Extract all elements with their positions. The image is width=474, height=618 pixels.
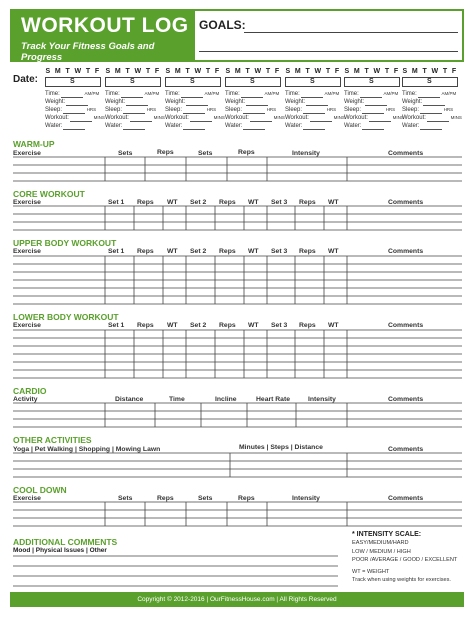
workout-label: Workout: [285, 115, 309, 121]
time-label: Time: [402, 91, 417, 97]
lower-header-wt-3: WT [328, 322, 339, 329]
workout-label: Workout: [45, 115, 69, 121]
water-label: Water: [285, 123, 303, 129]
lower-header-reps-2: Reps [219, 322, 236, 329]
time-label: Time: [165, 91, 180, 97]
cooldown-header-comments: Comments [388, 495, 424, 502]
time-unit: AM/PM [204, 91, 220, 96]
upper-header-reps-1: Reps [137, 248, 154, 255]
lower-header-wt-1: WT [167, 322, 178, 329]
weight-label: Weight: [165, 99, 186, 105]
weight-label: Weight: [344, 99, 365, 105]
page-title: WORKOUT LOG [21, 14, 189, 37]
core-header-set-3: Set 3 [271, 199, 288, 206]
lower-header-set-3: Set 3 [271, 322, 288, 329]
core-header-reps-3: Reps [299, 199, 316, 206]
sleep-label: Sleep: [344, 107, 362, 113]
warmup-header-intensity: Intensity [292, 150, 320, 157]
section-title-upper: UPPER BODY WORKOUT [13, 238, 117, 248]
weight-label: Weight: [225, 99, 246, 105]
workout-unit: MINS [392, 115, 404, 120]
cardio-header-heart-rate: Heart Rate [256, 396, 290, 403]
workout-label: Workout: [165, 115, 189, 121]
intensity-scale-weight-desc: Track when using weights for exercises. [352, 577, 451, 584]
section-title-cooldown: COOL DOWN [13, 485, 67, 495]
core-header-comments: Comments [388, 199, 424, 206]
upper-header-set-2: Set 2 [190, 248, 207, 255]
time-unit: AM/PM [441, 91, 457, 96]
core-header-reps-1: Reps [137, 199, 154, 206]
sleep-unit: HRS [206, 107, 217, 112]
weekday-letters: S M T W T F S [402, 68, 458, 85]
time-unit: AM/PM [84, 91, 100, 96]
workout-unit: MINS [153, 115, 165, 120]
lower-header-wt-2: WT [248, 322, 259, 329]
cardio-header-intensity: Intensity [308, 396, 336, 403]
other-header-minutes: Minutes | Steps | Distance [239, 444, 323, 451]
lower-header-exercise: Exercise [13, 322, 41, 329]
intensity-scale-title: * INTENSITY SCALE: [352, 531, 422, 538]
upper-header-reps-2: Reps [219, 248, 236, 255]
goals-label: GOALS: [199, 18, 246, 32]
time-unit: AM/PM [324, 91, 340, 96]
weekday-letters: S M T W T F S [105, 68, 161, 85]
core-header-wt-1: WT [167, 199, 178, 206]
intensity-scale-weight-note: WT = WEIGHT [352, 569, 390, 576]
workout-label: Workout: [105, 115, 129, 121]
upper-header-wt-1: WT [167, 248, 178, 255]
lower-header-reps-3: Reps [299, 322, 316, 329]
upper-header-exercise: Exercise [13, 248, 41, 255]
workout-label: Workout: [344, 115, 368, 121]
lower-header-set-2: Set 2 [190, 322, 207, 329]
weight-label: Weight: [45, 99, 66, 105]
additional-subtitle: Mood | Physical Issues | Other [13, 547, 107, 554]
sleep-unit: HRS [326, 107, 337, 112]
workout-label: Workout: [402, 115, 426, 121]
water-label: Water: [45, 123, 63, 129]
workout-unit: MINS [93, 115, 105, 120]
weight-label: Weight: [402, 99, 423, 105]
weekday-letters: S M T W T F S [165, 68, 221, 85]
time-label: Time: [45, 91, 60, 97]
upper-header-reps-3: Reps [299, 248, 316, 255]
intensity-scale-line-3: POOR /AVERAGE / GOOD / EXCELLENT [352, 556, 458, 563]
weight-label: Weight: [105, 99, 126, 105]
time-label: Time: [344, 91, 359, 97]
cooldown-header-sets-1: Sets [118, 495, 133, 502]
water-label: Water: [402, 123, 420, 129]
time-unit: AM/PM [383, 91, 399, 96]
upper-header-comments: Comments [388, 248, 424, 255]
workout-unit: MINS [450, 115, 462, 120]
lower-header-comments: Comments [388, 322, 424, 329]
core-header-reps-2: Reps [219, 199, 236, 206]
weight-label: Weight: [285, 99, 306, 105]
sleep-unit: HRS [443, 107, 454, 112]
workout-label: Workout: [225, 115, 249, 121]
cooldown-header-sets-2: Sets [198, 495, 213, 502]
weekday-letters: S M T W T F S [344, 68, 400, 85]
time-unit: AM/PM [264, 91, 280, 96]
sleep-unit: HRS [86, 107, 97, 112]
warmup-header-exercise: Exercise [13, 150, 41, 157]
weekday-letters: S M T W T F S [225, 68, 281, 85]
time-label: Time: [225, 91, 240, 97]
time-unit: AM/PM [144, 91, 160, 96]
water-label: Water: [105, 123, 123, 129]
cooldown-header-reps-1: Reps [157, 495, 174, 502]
page-subtitle: Track Your Fitness Goals and Progress [21, 41, 155, 63]
upper-header-wt-2: WT [248, 248, 259, 255]
upper-header-set-1: Set 1 [108, 248, 125, 255]
workout-unit: MINS [333, 115, 345, 120]
cooldown-header-intensity: Intensity [292, 495, 320, 502]
sleep-label: Sleep: [165, 107, 183, 113]
cooldown-header-reps-2: Reps [238, 495, 255, 502]
other-header-comments: Comments [388, 446, 424, 453]
date-label: Date: [13, 74, 39, 85]
sleep-unit: HRS [146, 107, 157, 112]
other-header-activity: Yoga | Pet Walking | Shopping | Mowing Lawn [13, 446, 161, 453]
core-header-set-1: Set 1 [108, 199, 125, 206]
sleep-label: Sleep: [285, 107, 303, 113]
sleep-label: Sleep: [105, 107, 123, 113]
sleep-label: Sleep: [45, 107, 63, 113]
cardio-header-comments: Comments [388, 396, 424, 403]
cardio-header-distance: Distance [115, 396, 144, 403]
section-title-cardio: CARDIO [13, 386, 47, 396]
warmup-header-reps-2: Reps [238, 149, 255, 156]
warmup-header-sets-1: Sets [118, 150, 133, 157]
section-title-lower: LOWER BODY WORKOUT [13, 312, 119, 322]
water-label: Water: [344, 123, 362, 129]
intensity-scale-box [352, 531, 468, 585]
core-header-wt-3: WT [328, 199, 339, 206]
sleep-label: Sleep: [402, 107, 420, 113]
core-header-wt-2: WT [248, 199, 259, 206]
section-title-additional: ADDITIONAL COMMENTS [13, 537, 118, 547]
lower-header-reps-1: Reps [137, 322, 154, 329]
lower-header-set-1: Set 1 [108, 322, 125, 329]
cooldown-header-exercise: Exercise [13, 495, 41, 502]
cardio-header-incline: Incline [215, 396, 237, 403]
sleep-unit: HRS [385, 107, 396, 112]
section-title-core: CORE WORKOUT [13, 189, 85, 199]
sleep-unit: HRS [266, 107, 277, 112]
workout-unit: MINS [273, 115, 285, 120]
workout-unit: MINS [213, 115, 225, 120]
intensity-scale-line-2: LOW / MEDIUM / HIGH [352, 548, 411, 555]
upper-header-set-3: Set 3 [271, 248, 288, 255]
upper-header-wt-3: WT [328, 248, 339, 255]
cardio-header-activity: Activity [13, 396, 38, 403]
section-title-warmup: WARM-UP [13, 139, 55, 149]
warmup-header-reps-1: Reps [157, 149, 174, 156]
time-label: Time: [105, 91, 120, 97]
water-label: Water: [225, 123, 243, 129]
warmup-header-sets-2: Sets [198, 150, 213, 157]
section-title-other: OTHER ACTIVITIES [13, 435, 92, 445]
core-header-exercise: Exercise [13, 199, 41, 206]
weekday-letters: S M T W T F S [285, 68, 341, 85]
water-label: Water: [165, 123, 183, 129]
weekday-letters: S M T W T F S [45, 68, 101, 85]
cardio-header-time: Time [169, 396, 185, 403]
time-label: Time: [285, 91, 300, 97]
warmup-header-comments: Comments [388, 150, 424, 157]
intensity-scale-line-1: EASY/MEDIUM/HARD [352, 540, 409, 547]
sleep-label: Sleep: [225, 107, 243, 113]
footer-copyright: Copyright © 2012-2016 | OurFitnessHouse.com | All Rights Reserved [10, 592, 464, 607]
core-header-set-2: Set 2 [190, 199, 207, 206]
